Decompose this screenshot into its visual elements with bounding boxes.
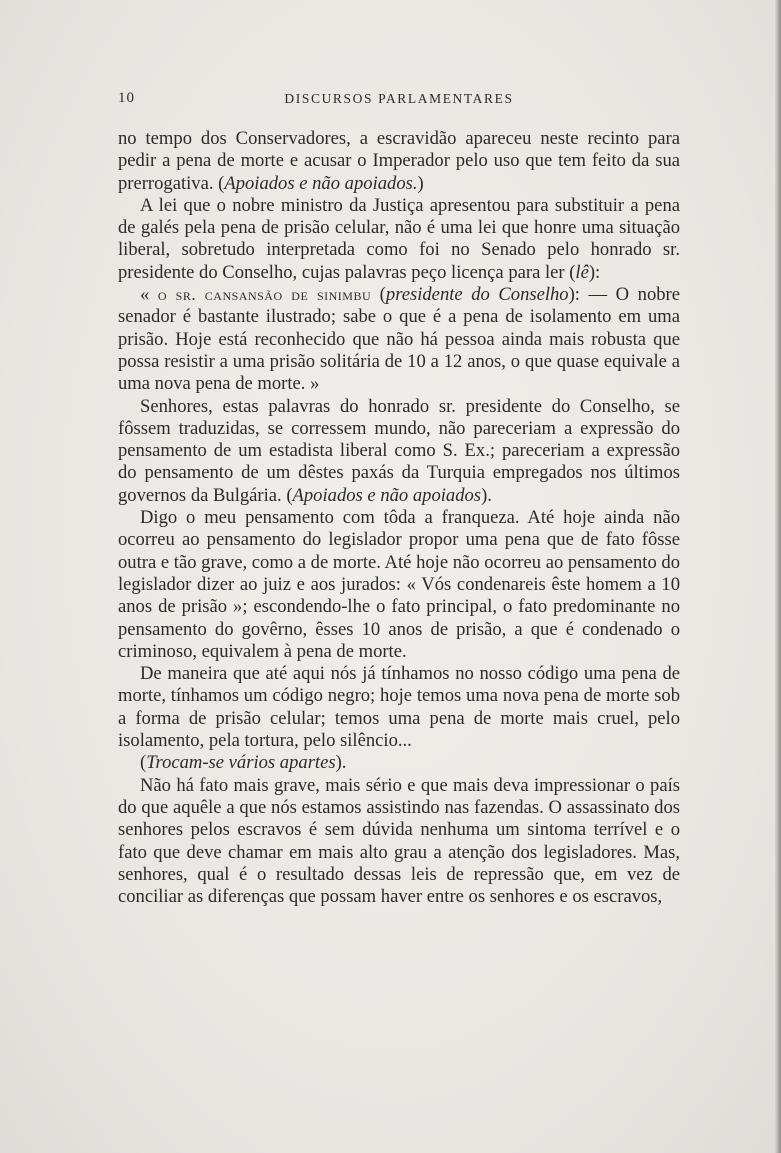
quote-speaker: o sr. cansansão de sinimbu	[157, 285, 372, 305]
paragraph-1-text: no tempo dos Conservadores, a escravidão apareceu neste recinto para pedir a pena de morte e acusar o Imperador pelo uso que tem feito da sua prerrogativa. (	[118, 128, 680, 194]
paragraph-3-aside: Apoiados e não apoiados	[292, 484, 482, 506]
paragraph-1	[118, 128, 680, 195]
quote-open: «	[140, 284, 158, 306]
quote-paren-close: ):	[568, 284, 580, 306]
quote-paren-open: (	[371, 284, 386, 306]
paragraph-1-close: )	[417, 172, 424, 194]
page-header	[118, 90, 680, 110]
paragraph-3-close: ).	[481, 484, 492, 506]
paragraph-7: Não há fato mais grave, mais sério e que mais deva impressionar o país do que aquêle a que nós estamos assistindo nas fazendas. O assassinato dos senhores pelos escravos é sem dúvida nenhuma um sintoma terrível e o fato que deve chamar em mais alto grau a atenção dos legisladores. Mas, senhores, qual é o resultado dessas leis de repressão que, em vez de conciliar as diferenças que possam haver entre os senhores e os escravos,	[118, 774, 680, 908]
paragraph-2-close: ):	[588, 261, 601, 283]
paragraph-2-aside: lê	[575, 261, 589, 283]
page-edge-shadow	[775, 0, 781, 1153]
quotation	[118, 284, 680, 395]
body-text	[118, 128, 680, 908]
paragraph-2-text: A lei que o nobre ministro da Justiça apresentou para substituir a pena de galés pela pena de prisão celular, não é uma lei que honre uma situação liberal, sobretudo interpretada como foi no Senado pelo honrado sr. presidente do Conselho, cujas palavras peço licença para ler (	[118, 194, 680, 283]
paragraph-3	[118, 396, 680, 507]
paragraph-5: De maneira que até aqui nós já tínhamos no nosso código uma pena de morte, tínhamos um código negro; hoje temos uma nova pena de morte sob a forma de prisão celular; temos uma pena de morte mais cruel, pelo isolamento, pela tortura, pelo silêncio...	[118, 663, 680, 752]
paragraph-3-text: Senhores, estas palavras do honrado sr. presidente do Conselho, se fôssem traduzidas, se corressem mundo, não pareceriam a expressão do pensamento de um estadista liberal como S. Ex.; pareceriam a expressão do pensamento de um dêstes paxás da Turquia empregados nos últimos governos da Bulgária. (	[118, 395, 680, 506]
paragraph-6-close: ).	[335, 752, 347, 774]
quote-role: presidente do Conselho	[385, 284, 569, 306]
paragraph-6	[118, 752, 680, 774]
paragraph-6-open: (	[140, 752, 147, 774]
quote-text: — O nobre senador é bastante ilustrado; sabe o que é a pena de isolamento em uma prisão. Hoje está reconhecido que não há pessoa ainda mais robusta que possa resistir a uma prisão solitária de 10 a 12 anos, o que quase equivale a uma nova pena de morte. »	[118, 284, 681, 395]
paragraph-4: Digo o meu pensamento com tôda a franqueza. Até hoje ainda não ocorreu ao pensamento do legislador propor uma pena que de fato fôsse outra e tão grave, como a de morte. Até hoje não ocorreu ao pensamento do legislador dizer ao juiz e aos jurados: « Vós condenareis êste homem a 10 anos de prisão »; escondendo-lhe o fato principal, o fato predominante no pensamento do govêrno, êsses 10 anos de prisão, a que é condenado o criminoso, equivalem à pena de morte.	[118, 507, 680, 662]
running-title: DISCURSOS PARLAMENTARES	[284, 91, 514, 106]
paragraph-2	[118, 195, 680, 284]
page-number: 10	[118, 90, 135, 106]
paragraph-6-aside: Trocam-se vários apartes	[146, 752, 336, 774]
paragraph-1-aside: Apoiados e não apoiados.	[224, 172, 418, 194]
